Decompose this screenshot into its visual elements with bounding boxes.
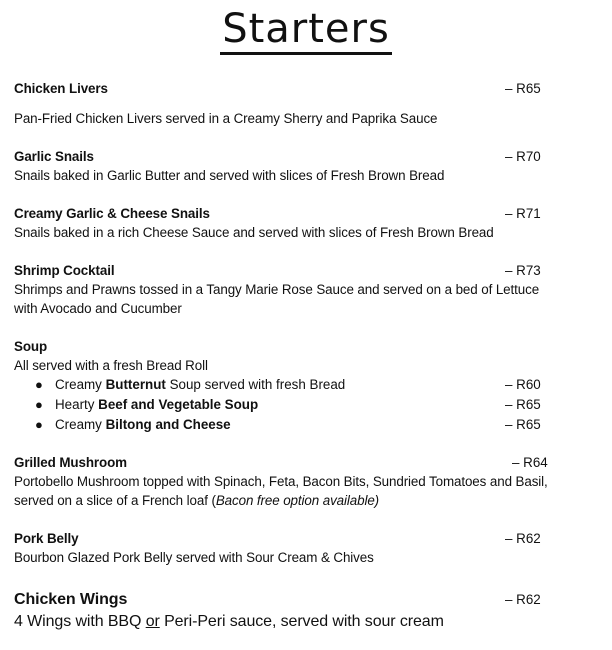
item-desc: Shrimps and Prawns tossed in a Tangy Marie Rose Sauce and served on a bed of Lettuce	[14, 282, 540, 297]
soup-pre: Hearty	[55, 397, 99, 412]
bullet-icon: ●	[35, 377, 43, 392]
item-price: – R62	[505, 592, 541, 607]
item-price: – R73	[505, 263, 541, 278]
item-name: Pork Belly	[14, 531, 79, 546]
item-price: – R71	[505, 206, 541, 221]
soup-post: Soup served with fresh Bread	[165, 377, 346, 392]
item-name: Shrimp Cocktail	[14, 263, 115, 278]
bullet-icon: ●	[35, 397, 43, 412]
soup-option	[55, 376, 345, 394]
item-name: Grilled Mushroom	[14, 455, 127, 470]
item-desc: Snails baked in a rich Cheese Sauce and served with slices of Fresh Brown Bread	[14, 225, 494, 240]
item-desc: with Avocado and Cucumber	[14, 301, 182, 316]
soup-pre: Creamy	[55, 417, 106, 432]
desc-underline: or	[145, 613, 160, 630]
desc-text: served on a slice of a French loaf (	[14, 493, 216, 508]
soup-bold: Beef and Vegetable Soup	[98, 397, 259, 412]
title-text: Starters	[220, 6, 392, 55]
item-name: Chicken Wings	[14, 591, 128, 608]
item-name: Garlic Snails	[14, 149, 94, 164]
item-price: – R60	[505, 377, 541, 392]
item-price: – R65	[505, 81, 541, 96]
soup-option	[55, 396, 258, 414]
item-name: Soup	[14, 339, 48, 354]
desc-italic: Bacon free option available)	[215, 493, 380, 508]
soup-option	[55, 416, 231, 434]
desc-text: 4 Wings with BBQ	[14, 613, 146, 630]
item-desc	[14, 492, 379, 510]
item-price: – R65	[505, 417, 541, 432]
item-price: – R70	[505, 149, 541, 164]
item-desc: Portobello Mushroom topped with Spinach, Feta, Bacon Bits, Sundried Tomatoes and Basil,	[14, 474, 548, 489]
soup-pre: Creamy	[55, 377, 106, 392]
soup-bold: Biltong and Cheese	[105, 417, 231, 432]
desc-text: Peri-Peri sauce, served with sour cream	[159, 613, 444, 630]
item-price: – R64	[512, 455, 548, 470]
item-desc	[14, 612, 444, 632]
item-name: Chicken Livers	[14, 81, 108, 96]
item-desc: Pan-Fried Chicken Livers served in a Creamy Sherry and Paprika Sauce	[14, 111, 438, 126]
soup-bold: Butternut	[105, 377, 166, 392]
item-desc: Snails baked in Garlic Butter and served with slices of Fresh Brown Bread	[14, 168, 445, 183]
item-desc: All served with a fresh Bread Roll	[14, 358, 208, 373]
item-price: – R62	[505, 531, 541, 546]
item-price: – R65	[505, 397, 541, 412]
page-title	[0, 2, 612, 56]
item-desc: Bourbon Glazed Pork Belly served with Sour Cream & Chives	[14, 550, 374, 565]
item-name: Creamy Garlic & Cheese Snails	[14, 206, 210, 221]
bullet-icon: ●	[35, 417, 43, 432]
